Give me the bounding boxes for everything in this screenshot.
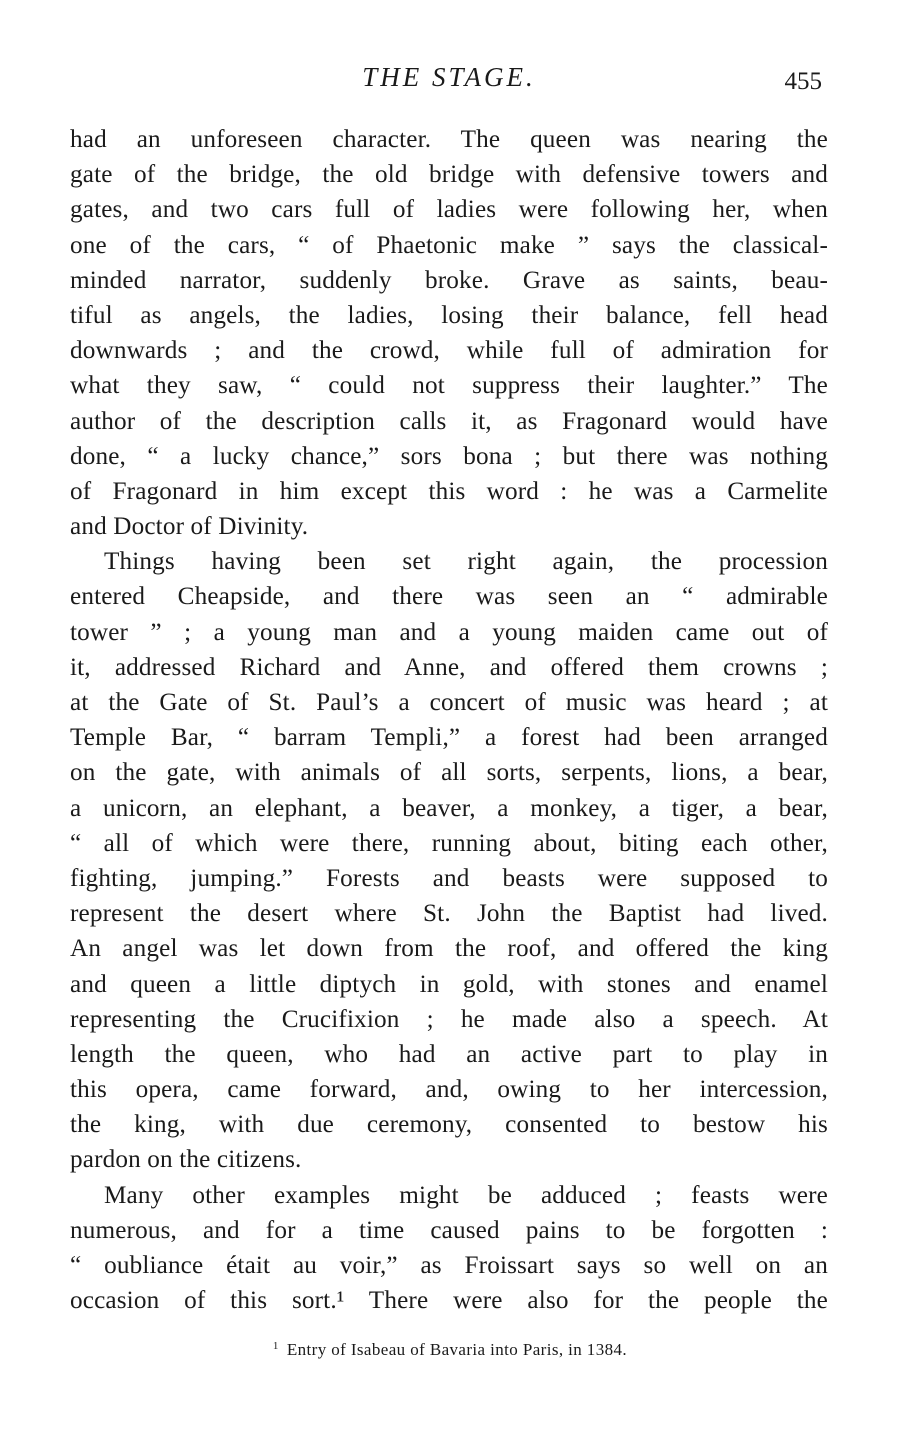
text-line: Things having been set right again, the procession xyxy=(104,548,828,576)
text-line: had an unforeseen character. The queen was nearing the xyxy=(70,126,828,153)
text-line: downwards ; and the crowd, while full of admiration for xyxy=(70,337,828,365)
text-line: a unicorn, an elephant, a beaver, a monkey, a tiger, a bear, xyxy=(70,794,828,822)
text-line: of Fragonard in him except this word : he was a Carmelite xyxy=(70,477,828,505)
text-line: fighting, jumping.” Forests and beasts were supposed to xyxy=(70,864,828,892)
text-line: one of the cars, “ of Phaetonic make ” says the classical- xyxy=(70,231,828,259)
text-line: An angel was let down from the roof, and offered the king xyxy=(70,935,828,963)
text-line: the king, with due ceremony, consented to bestow his xyxy=(70,1111,828,1139)
text-line: gate of the bridge, the old bridge with defensive towers and xyxy=(70,161,828,189)
text-line: at the Gate of St. Paul’s a concert of music was heard ; at xyxy=(70,689,828,716)
text-line: what they saw, “ could not suppress their laughter.” The xyxy=(70,372,828,400)
text-line: entered Cheapside, and there was seen an “ admirable xyxy=(70,583,828,611)
running-head xyxy=(70,62,828,98)
text-line: represent the desert where St. John the Baptist had lived. xyxy=(70,900,828,928)
text-line: length the queen, who had an active part to play in xyxy=(70,1040,828,1068)
text-line: “ oubliance était au voir,” as Froissart says so well on an xyxy=(70,1252,828,1279)
footnote-marker: 1 xyxy=(272,1340,279,1352)
text-line: occasion of this sort.¹ There were also for the people the xyxy=(70,1287,828,1315)
text-line: pardon on the citizens. xyxy=(70,1146,302,1174)
text-line: and Doctor of Divinity. xyxy=(70,513,309,541)
text-line: and queen a little diptych in gold, with stones and enamel xyxy=(70,970,828,998)
text-line: Temple Bar, “ barram Templi,” a forest had been arranged xyxy=(70,724,828,752)
page-number: 455 xyxy=(784,68,822,95)
footnote-text: Entry of Isabeau of Bavaria into Paris, in 1384. xyxy=(286,1340,628,1359)
text-line: on the gate, with animals of all sorts, serpents, lions, a bear, xyxy=(70,759,828,787)
body-text xyxy=(70,122,828,1318)
text-line: tower ” ; a young man and a young maiden came out of xyxy=(70,618,828,646)
running-title: THE STAGE. xyxy=(362,62,536,92)
text-line: gates, and two cars full of ladies were following her, when xyxy=(70,196,828,224)
footnote xyxy=(0,1340,900,1360)
text-line: Many other examples might be adduced ; feasts were xyxy=(104,1181,828,1209)
text-line: this opera, came forward, and, owing to her intercession, xyxy=(70,1076,828,1104)
text-line: numerous, and for a time caused pains to be forgotten : xyxy=(70,1216,828,1244)
text-line: “ all of which were there, running about, biting each other, xyxy=(70,829,828,857)
text-line: representing the Crucifixion ; he made also a speech. At xyxy=(70,1005,828,1033)
text-line: done, “ a lucky chance,” sors bona ; but there was nothing xyxy=(70,442,828,470)
text-line: minded narrator, suddenly broke. Grave as saints, beau- xyxy=(70,266,828,294)
text-line: it, addressed Richard and Anne, and offered them crowns ; xyxy=(70,653,828,681)
text-line: tiful as angels, the ladies, losing their balance, fell head xyxy=(70,301,828,329)
text-line: author of the description calls it, as Fragonard would have xyxy=(70,407,828,435)
